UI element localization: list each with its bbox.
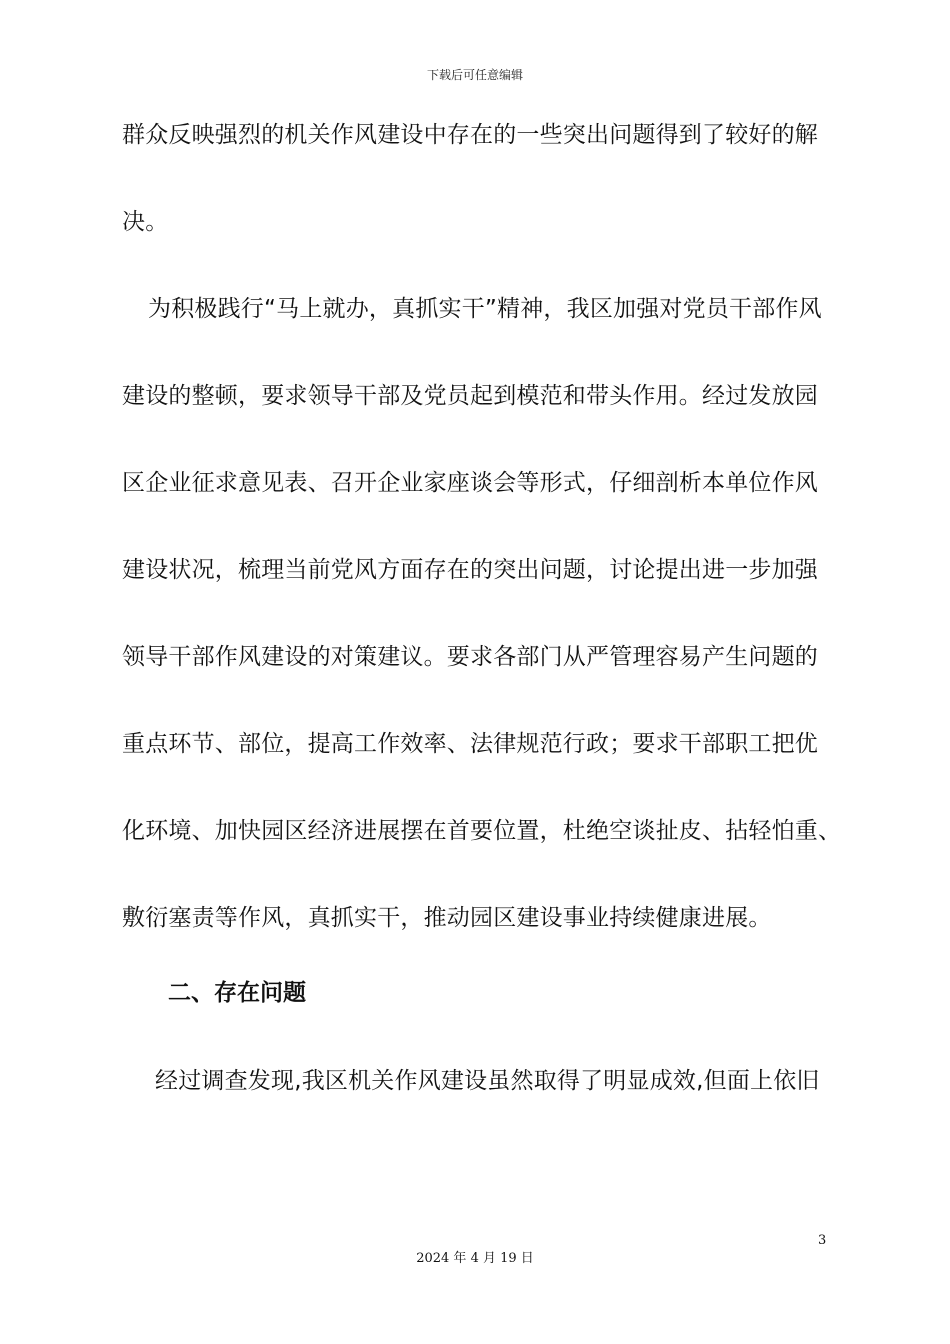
body-line-1: 群众反映强烈的机关作风建设中存在的一些突出问题得到了较好的解	[122, 122, 818, 148]
body-line-4: 建设的整顿，要求领导干部及党员起到模范和带头作用。经过发放园	[122, 383, 818, 409]
body-line-5: 区企业征求意见表、召开企业家座谈会等形式，仔细剖析本单位作风	[122, 470, 818, 496]
body-line-2: 决。	[122, 209, 169, 235]
body-last-line: 经过调查发现,我区机关作风建设虽然取得了明显成效,但面上依旧	[155, 1068, 820, 1094]
section-heading: 二、存在问题	[168, 980, 306, 1006]
body-line-3: 为积极践行“马上就办，真抓实干”精神，我区加强对党员干部作风	[148, 296, 822, 322]
header-note: 下载后可任意编辑	[426, 68, 523, 82]
body-line-10: 敷衍塞责等作风，真抓实干，推动园区建设事业持续健康进展。	[122, 905, 772, 931]
body-line-9: 化环境、加快园区经济进展摆在首要位置，杜绝空谈扯皮、拈轻怕重、	[122, 818, 842, 844]
body-line-7: 领导干部作风建设的对策建议。要求各部门从严管理容易产生问题的	[122, 644, 818, 670]
body-line-6: 建设状况，梳理当前党风方面存在的突出问题，讨论提出进一步加强	[122, 557, 818, 583]
body-line-8: 重点环节、部位，提高工作效率、法律规范行政；要求干部职工把优	[122, 731, 818, 757]
footer-date: 2024 年 4 月 19 日	[416, 1251, 534, 1266]
page-number: 3	[818, 1233, 827, 1248]
